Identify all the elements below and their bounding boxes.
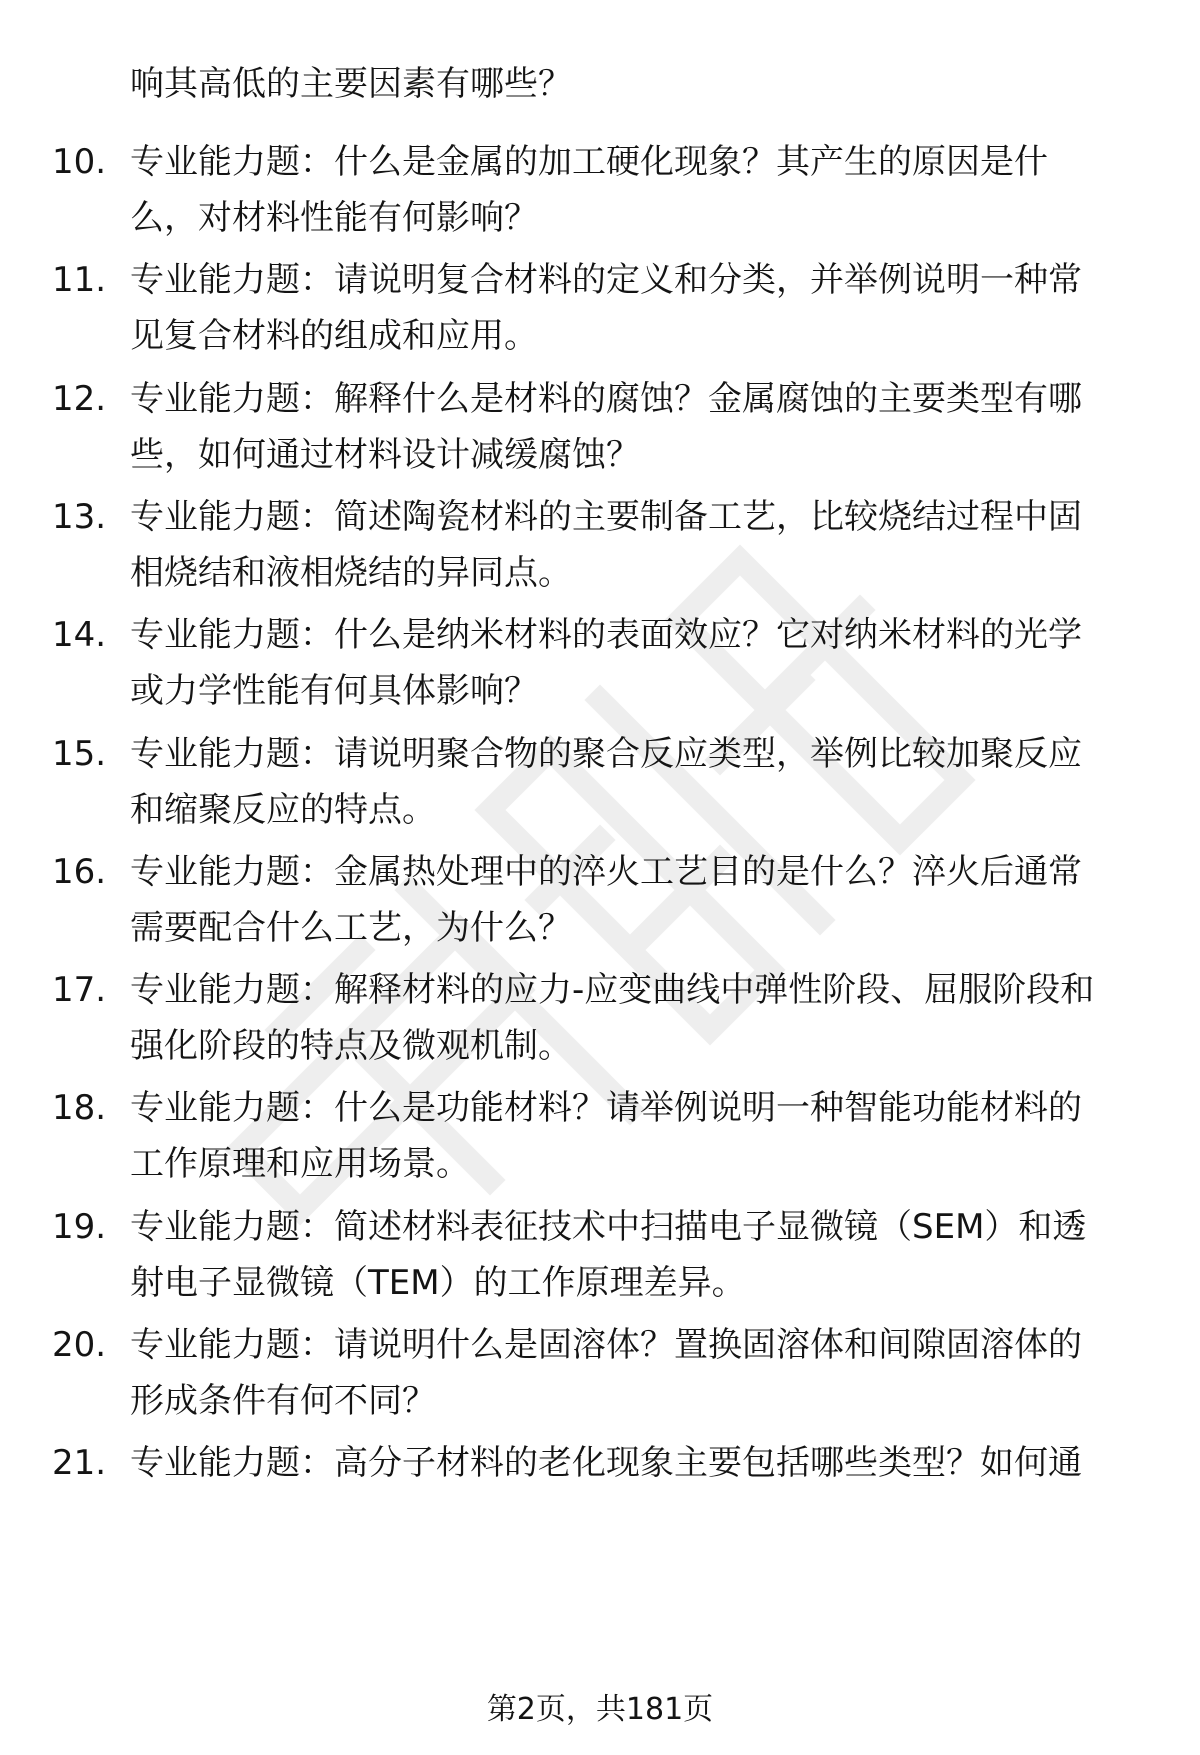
question-text-line: 工作原理和应用场景。 bbox=[130, 1144, 470, 1184]
question-text-line: 射电子显微镜（TEM）的工作原理差异。 bbox=[130, 1263, 746, 1303]
question-number: 10. bbox=[52, 142, 107, 182]
question-text-line: 相烧结和液相烧结的异同点。 bbox=[130, 553, 572, 593]
question-item bbox=[0, 844, 1200, 964]
question-item bbox=[0, 489, 1200, 609]
question-number: 16. bbox=[52, 852, 107, 892]
question-text-line: 专业能力题：什么是纳米材料的表面效应？它对纳米材料的光学 bbox=[130, 615, 1082, 655]
question-text bbox=[130, 134, 1180, 246]
question-text-line: 专业能力题：高分子材料的老化现象主要包括哪些类型？如何通 bbox=[130, 1443, 1082, 1483]
question-item bbox=[0, 607, 1200, 727]
question-number: 20. bbox=[52, 1325, 107, 1365]
question-number: 17. bbox=[52, 970, 107, 1010]
question-item bbox=[0, 371, 1200, 491]
question-number: 21. bbox=[52, 1443, 107, 1483]
question-text-line: 和缩聚反应的特点。 bbox=[130, 790, 436, 830]
continued-question-text: 响其高低的主要因素有哪些？ bbox=[130, 64, 572, 104]
question-number: 15. bbox=[52, 734, 107, 774]
question-number: 13. bbox=[52, 497, 107, 537]
question-text bbox=[130, 962, 1180, 1074]
question-text bbox=[130, 844, 1180, 956]
question-text bbox=[130, 1199, 1180, 1311]
question-text-line: 强化阶段的特点及微观机制。 bbox=[130, 1026, 572, 1066]
question-number: 18. bbox=[52, 1088, 107, 1128]
question-item bbox=[0, 1435, 1200, 1555]
question-number: 12. bbox=[52, 379, 107, 419]
question-text bbox=[130, 1317, 1180, 1429]
question-text-line: 专业能力题：解释什么是材料的腐蚀？金属腐蚀的主要类型有哪 bbox=[130, 379, 1082, 419]
question-text-line: 见复合材料的组成和应用。 bbox=[130, 316, 538, 356]
question-text-line: 形成条件有何不同？ bbox=[130, 1381, 436, 1421]
question-text-line: 专业能力题：请说明聚合物的聚合反应类型，举例比较加聚反应 bbox=[130, 734, 1082, 774]
question-text-line: 专业能力题：请说明什么是固溶体？置换固溶体和间隙固溶体的 bbox=[130, 1325, 1082, 1365]
question-text-line: 专业能力题：简述陶瓷材料的主要制备工艺，比较烧结过程中固 bbox=[130, 497, 1082, 537]
question-text-line: 专业能力题：金属热处理中的淬火工艺目的是什么？淬火后通常 bbox=[130, 852, 1082, 892]
question-item bbox=[0, 134, 1200, 254]
question-number: 19. bbox=[52, 1207, 107, 1247]
page-number-footer: 第2页，共181页 bbox=[486, 1692, 714, 1727]
question-text bbox=[130, 371, 1180, 483]
question-number: 14. bbox=[52, 615, 107, 655]
question-number: 11. bbox=[52, 260, 107, 300]
question-text-line: 需要配合什么工艺，为什么？ bbox=[130, 908, 572, 948]
question-text bbox=[130, 489, 1180, 601]
question-text-line: 或力学性能有何具体影响？ bbox=[130, 671, 538, 711]
question-text bbox=[130, 1435, 1180, 1491]
question-text bbox=[130, 726, 1180, 838]
question-item bbox=[0, 726, 1200, 846]
question-item bbox=[0, 1317, 1200, 1437]
question-item bbox=[0, 1080, 1200, 1200]
question-text-line: 专业能力题：什么是金属的加工硬化现象？其产生的原因是什 bbox=[130, 142, 1048, 182]
question-text bbox=[130, 607, 1180, 719]
question-text-line: 专业能力题：请说明复合材料的定义和分类，并举例说明一种常 bbox=[130, 260, 1082, 300]
question-item bbox=[0, 1199, 1200, 1319]
question-text-line: 些，如何通过材料设计减缓腐蚀？ bbox=[130, 435, 640, 475]
question-text-line: 么，对材料性能有何影响？ bbox=[130, 198, 538, 238]
question-text-line: 专业能力题：什么是功能材料？请举例说明一种智能功能材料的 bbox=[130, 1088, 1082, 1128]
question-text-line: 专业能力题：简述材料表征技术中扫描电子显微镜（SEM）和透 bbox=[130, 1207, 1087, 1247]
question-text-line: 专业能力题：解释材料的应力-应变曲线中弹性阶段、屈服阶段和 bbox=[130, 970, 1095, 1010]
question-text bbox=[130, 252, 1180, 364]
question-item bbox=[0, 252, 1200, 372]
question-item bbox=[0, 962, 1200, 1082]
question-text bbox=[130, 1080, 1180, 1192]
